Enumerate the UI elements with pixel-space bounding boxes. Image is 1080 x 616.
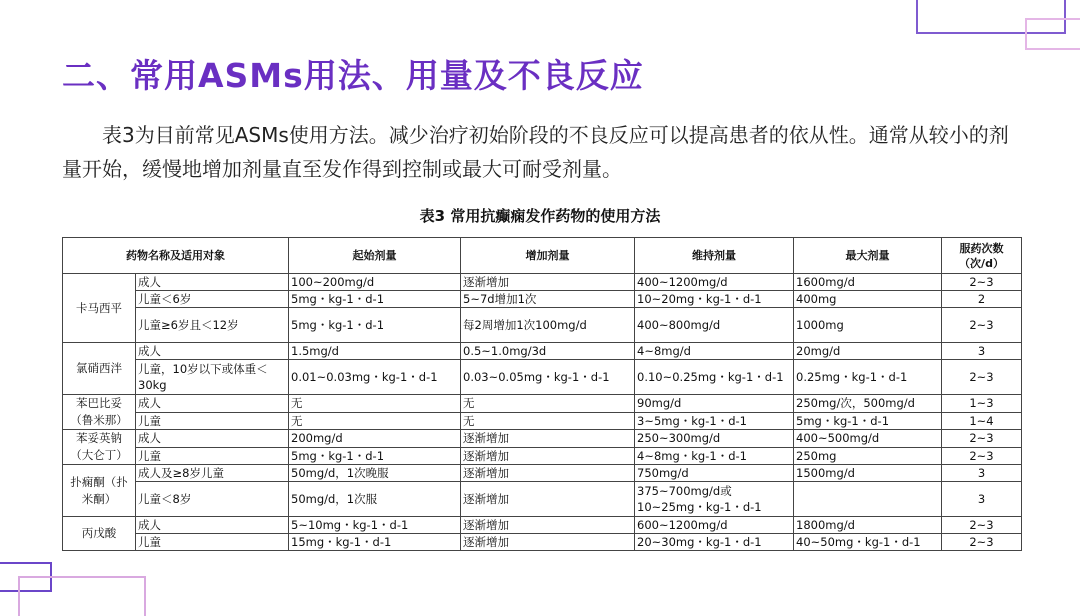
increase-dose-cell: 无	[461, 412, 635, 430]
frequency-cell: 3	[942, 482, 1022, 517]
increase-dose-cell: 逐渐增加	[461, 430, 635, 448]
frequency-cell: 1~4	[942, 412, 1022, 430]
table-row	[63, 534, 1022, 551]
corner-decoration-bottom-left-accent	[18, 576, 146, 616]
max-dose-cell: 250mg/次，500mg/d	[794, 395, 942, 413]
header-drug: 药物名称及适用对象	[63, 238, 289, 274]
start-dose-cell: 1.5mg/d	[289, 343, 461, 360]
header-increase-dose: 增加剂量	[461, 238, 635, 274]
increase-dose-cell: 逐渐增加	[461, 534, 635, 551]
maintain-dose-cell: 400~1200mg/d	[635, 274, 794, 291]
header-start-dose: 起始剂量	[289, 238, 461, 274]
maintain-dose-cell: 250~300mg/d	[635, 430, 794, 448]
maintain-dose-cell: 375~700mg/d或10~25mg・kg-1・d-1	[635, 482, 794, 517]
increase-dose-cell: 每2周增加1次100mg/d	[461, 308, 635, 343]
maintain-dose-cell: 4~8mg/d	[635, 343, 794, 360]
frequency-cell: 2	[942, 291, 1022, 308]
max-dose-cell: 1500mg/d	[794, 465, 942, 482]
target-cell: 儿童＜8岁	[136, 482, 289, 517]
table-row	[63, 343, 1022, 360]
increase-dose-cell: 无	[461, 395, 635, 413]
target-cell: 成人	[136, 395, 289, 413]
frequency-cell: 2~3	[942, 447, 1022, 465]
start-dose-cell: 5~10mg・kg-1・d-1	[289, 517, 461, 534]
max-dose-cell: 40~50mg・kg-1・d-1	[794, 534, 942, 551]
start-dose-cell: 5mg・kg-1・d-1	[289, 447, 461, 465]
increase-dose-cell: 逐渐增加	[461, 482, 635, 517]
table-row	[63, 430, 1022, 448]
start-dose-cell: 0.01~0.03mg・kg-1・d-1	[289, 360, 461, 395]
start-dose-cell: 200mg/d	[289, 430, 461, 448]
maintain-dose-cell: 3~5mg・kg-1・d-1	[635, 412, 794, 430]
maintain-dose-cell: 10~20mg・kg-1・d-1	[635, 291, 794, 308]
table-row	[63, 517, 1022, 534]
increase-dose-cell: 逐渐增加	[461, 274, 635, 291]
table-row	[63, 412, 1022, 430]
max-dose-cell: 400mg	[794, 291, 942, 308]
max-dose-cell: 1600mg/d	[794, 274, 942, 291]
start-dose-cell: 无	[289, 395, 461, 413]
drug-name-cell: 氯硝西泮	[63, 343, 136, 395]
drug-name-cell: 卡马西平	[63, 274, 136, 343]
table-row	[63, 360, 1022, 395]
start-dose-cell: 100~200mg/d	[289, 274, 461, 291]
maintain-dose-cell: 400~800mg/d	[635, 308, 794, 343]
frequency-cell: 3	[942, 465, 1022, 482]
target-cell: 儿童	[136, 447, 289, 465]
increase-dose-cell: 0.5~1.0mg/3d	[461, 343, 635, 360]
frequency-cell: 2~3	[942, 274, 1022, 291]
start-dose-cell: 15mg・kg-1・d-1	[289, 534, 461, 551]
table-row	[63, 465, 1022, 482]
target-cell: 儿童≥6岁且＜12岁	[136, 308, 289, 343]
target-cell: 成人	[136, 517, 289, 534]
table-row	[63, 274, 1022, 291]
target-cell: 儿童	[136, 534, 289, 551]
target-cell: 成人	[136, 274, 289, 291]
maintain-dose-cell: 20~30mg・kg-1・d-1	[635, 534, 794, 551]
start-dose-cell: 5mg・kg-1・d-1	[289, 291, 461, 308]
table-row	[63, 308, 1022, 343]
start-dose-cell: 无	[289, 412, 461, 430]
increase-dose-cell: 5~7d增加1次	[461, 291, 635, 308]
increase-dose-cell: 0.03~0.05mg・kg-1・d-1	[461, 360, 635, 395]
maintain-dose-cell: 600~1200mg/d	[635, 517, 794, 534]
target-cell: 儿童	[136, 412, 289, 430]
max-dose-cell: 20mg/d	[794, 343, 942, 360]
max-dose-cell: 1000mg	[794, 308, 942, 343]
maintain-dose-cell: 0.10~0.25mg・kg-1・d-1	[635, 360, 794, 395]
table-row	[63, 395, 1022, 413]
increase-dose-cell: 逐渐增加	[461, 447, 635, 465]
target-cell: 成人及≥8岁儿童	[136, 465, 289, 482]
max-dose-cell: 0.25mg・kg-1・d-1	[794, 360, 942, 395]
header-max-dose: 最大剂量	[794, 238, 942, 274]
drug-name-cell: 苯妥英钠（大仑丁）	[63, 430, 136, 465]
corner-decoration-top-right-accent	[1025, 18, 1080, 50]
max-dose-cell	[794, 482, 942, 517]
table-caption: 表3 常用抗癫痫发作药物的使用方法	[419, 207, 661, 225]
frequency-cell: 2~3	[942, 517, 1022, 534]
target-cell: 成人	[136, 343, 289, 360]
frequency-cell: 2~3	[942, 430, 1022, 448]
drug-name-cell: 扑痫酮（扑米酮）	[63, 465, 136, 517]
header-frequency: 服药次数（次/d）	[942, 238, 1022, 274]
start-dose-cell: 50mg/d，1次服	[289, 482, 461, 517]
frequency-cell: 2~3	[942, 308, 1022, 343]
drug-name-cell: 苯巴比妥（鲁米那）	[63, 395, 136, 430]
frequency-cell: 2~3	[942, 360, 1022, 395]
drug-name-cell: 丙戊酸	[63, 517, 136, 551]
max-dose-cell: 400~500mg/d	[794, 430, 942, 448]
max-dose-cell: 5mg・kg-1・d-1	[794, 412, 942, 430]
header-maintain-dose: 维持剂量	[635, 238, 794, 274]
table-header-row	[63, 238, 1022, 274]
table-row	[63, 447, 1022, 465]
intro-paragraph	[62, 118, 1022, 186]
max-dose-cell: 1800mg/d	[794, 517, 942, 534]
start-dose-cell: 5mg・kg-1・d-1	[289, 308, 461, 343]
frequency-cell: 3	[942, 343, 1022, 360]
table-row	[63, 291, 1022, 308]
page-title: 二、常用ASMs用法、用量及不良反应	[62, 56, 644, 95]
frequency-cell: 1~3	[942, 395, 1022, 413]
maintain-dose-cell: 750mg/d	[635, 465, 794, 482]
drug-usage-table	[62, 237, 1022, 551]
increase-dose-cell: 逐渐增加	[461, 465, 635, 482]
table-row	[63, 482, 1022, 517]
target-cell: 儿童＜6岁	[136, 291, 289, 308]
maintain-dose-cell: 4~8mg・kg-1・d-1	[635, 447, 794, 465]
intro-text: 表3为目前常见ASMs使用方法。减少治疗初始阶段的不良反应可以提高患者的依从性。通常从较小的剂量开始，缓慢地增加剂量直至发作得到控制或最大可耐受剂量。	[62, 123, 1009, 181]
maintain-dose-cell: 90mg/d	[635, 395, 794, 413]
target-cell: 成人	[136, 430, 289, 448]
frequency-cell: 2~3	[942, 534, 1022, 551]
increase-dose-cell: 逐渐增加	[461, 517, 635, 534]
max-dose-cell: 250mg	[794, 447, 942, 465]
target-cell: 儿童，10岁以下或体重＜30kg	[136, 360, 289, 395]
start-dose-cell: 50mg/d，1次晚服	[289, 465, 461, 482]
